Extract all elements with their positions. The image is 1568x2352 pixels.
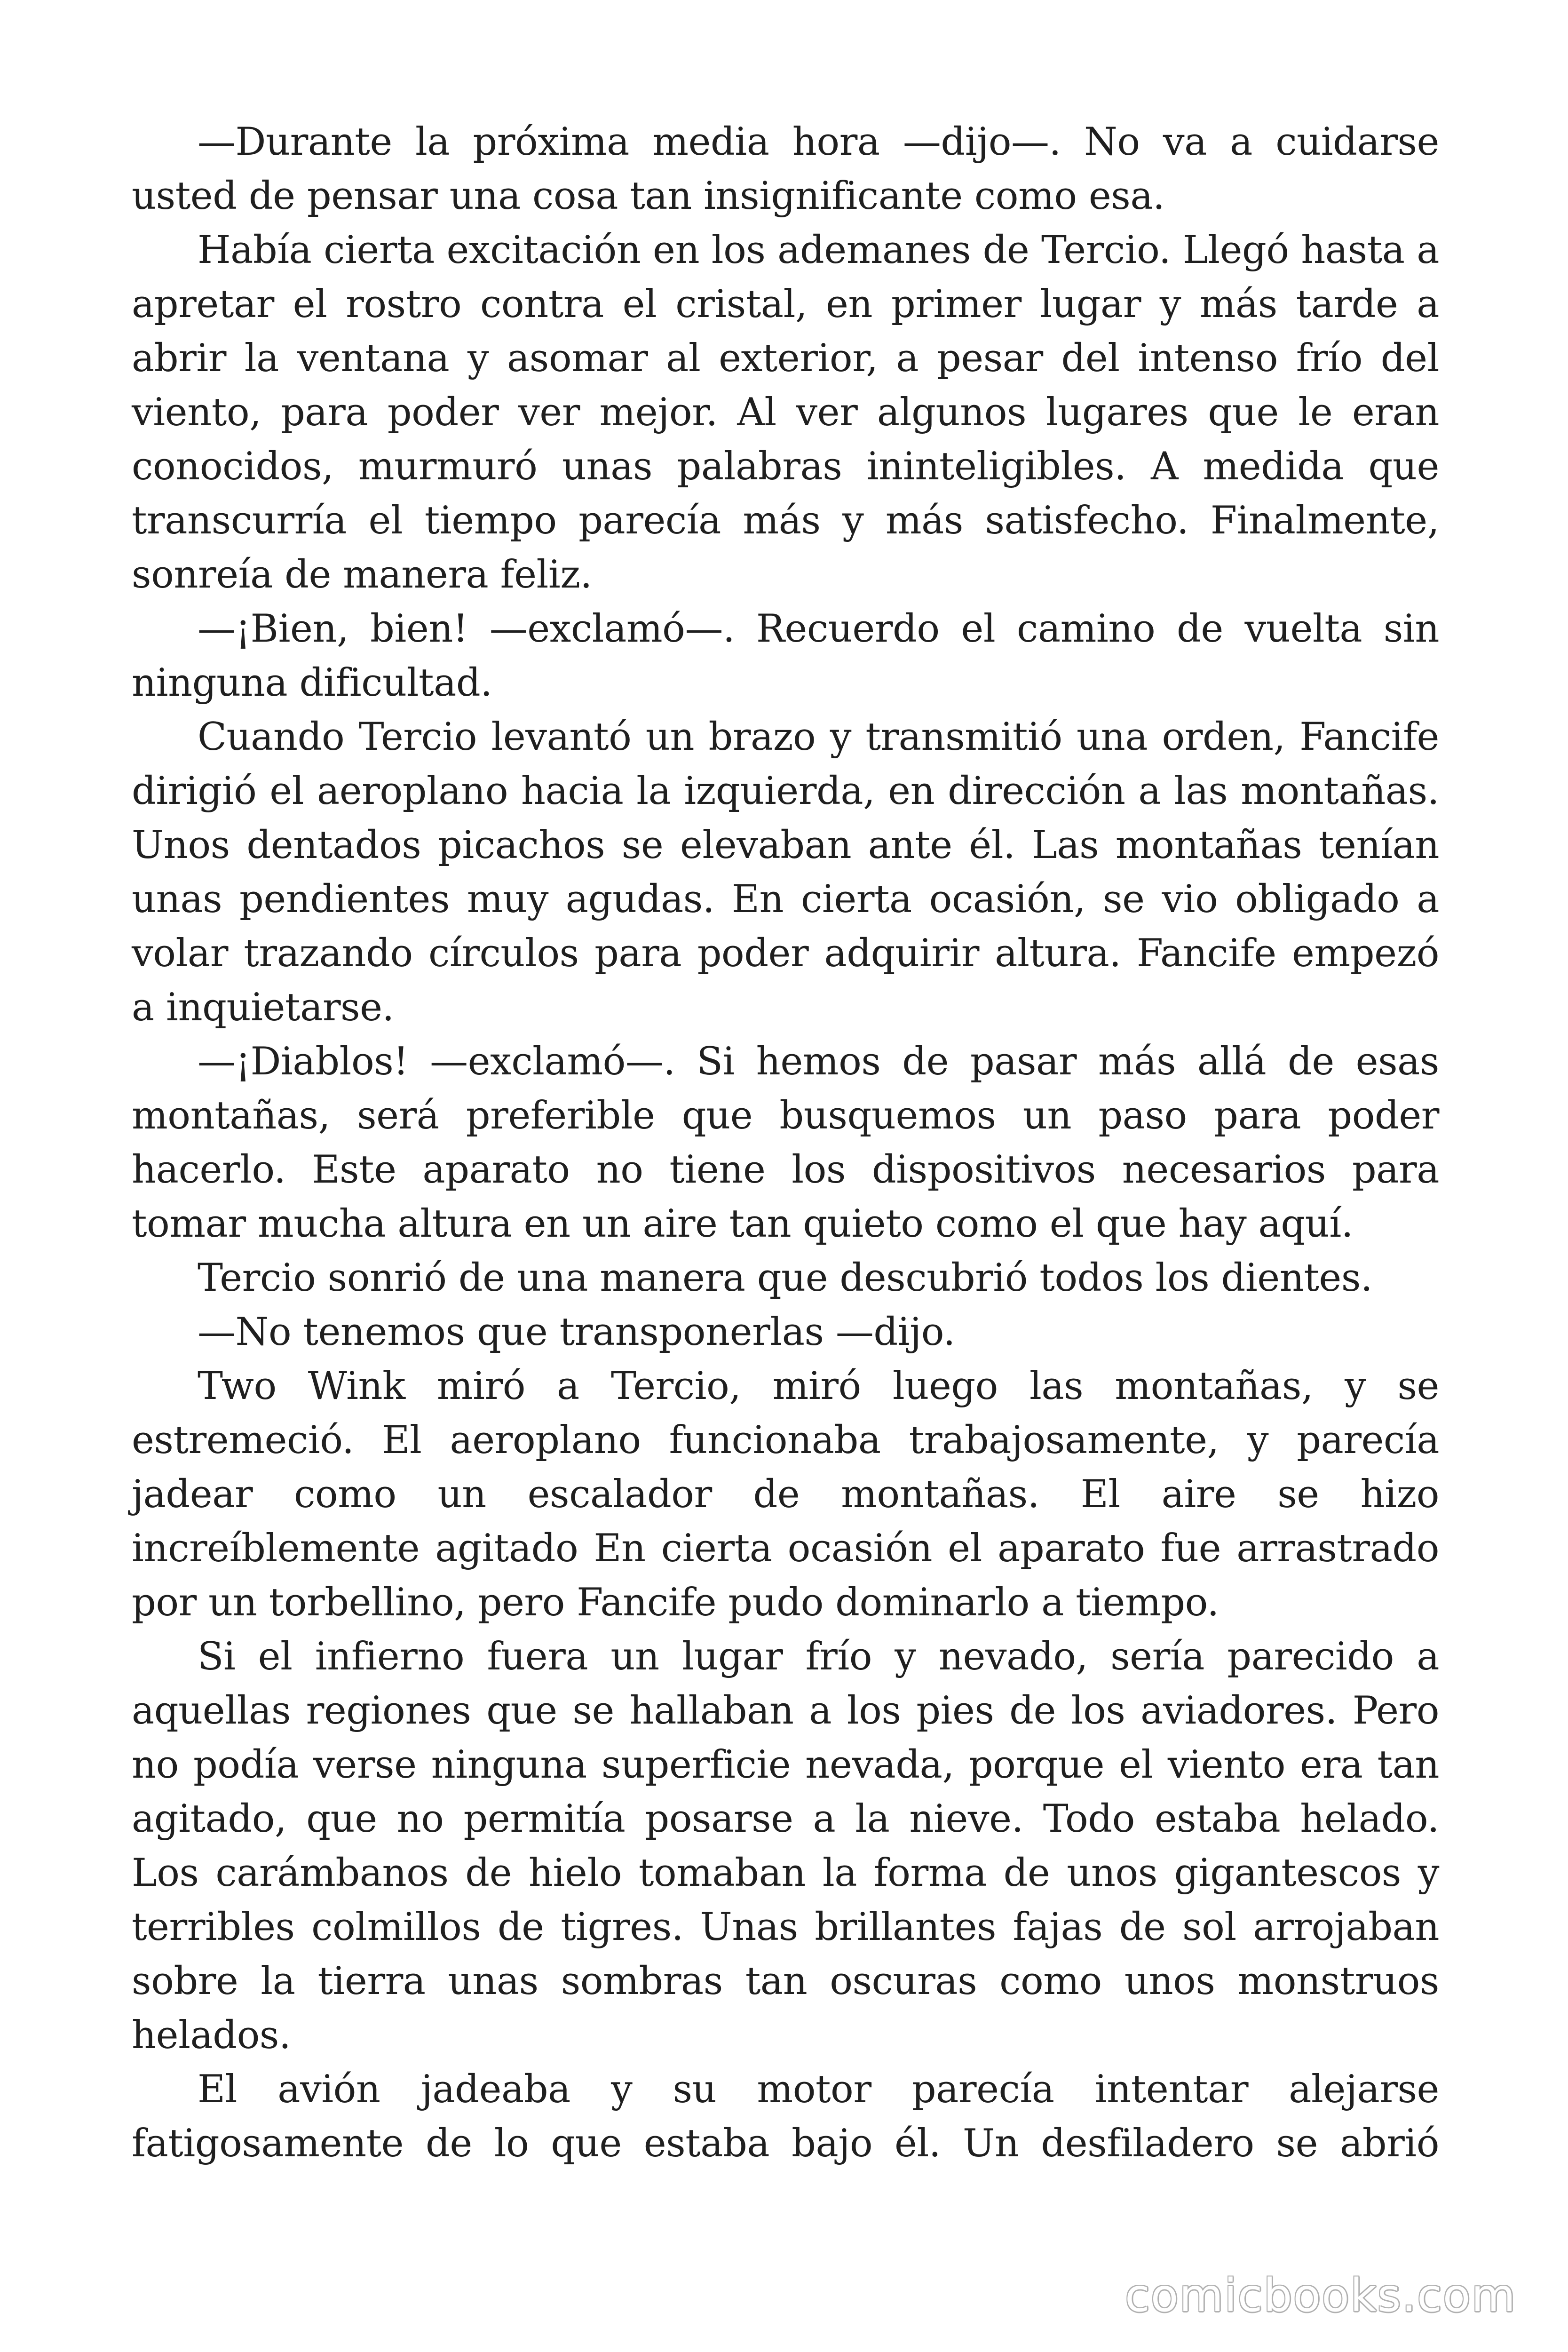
page-body	[132, 115, 1439, 2171]
paragraph: Tercio sonrió de una manera que descubrió todos los dientes.	[198, 1256, 1373, 1300]
paragraph-last: El avión jadeaba y su motor parecía intentar alejarse fatigosamente de lo que estaba bajo él. Un desfiladero se abrió	[132, 2067, 1439, 2166]
paragraph: —¡Diablos! —exclamó—. Si hemos de pasar más allá de esas montañas, será preferible que busquemos un paso para poder hacerlo. Este aparato no tiene los dispositivos necesarios para tomar mucha altura en un aire tan quieto como el que hay aquí.	[132, 1040, 1439, 1246]
paragraph: Two Wink miró a Tercio, miró luego las montañas, y se estremeció. El aeroplano funcionaba trabajosamente, y parecía jadear como un escalador de montañas. El aire se hizo increíblemente agitado En cierta ocasión el aparato fue arrastrado por un torbellino, pero Fancife pudo dominarlo a tiempo.	[132, 1364, 1439, 1625]
paragraph: Si el infierno fuera un lugar frío y nevado, sería parecido a aquellas regiones que se hallaban a los pies de los aviadores. Pero no podía verse ninguna superficie nevada, porque el viento era tan agitado, que no permitía posarse a la nieve. Todo estaba helado. Los carámbanos de hielo tomaban la forma de unos gigantescos y terribles colmillos de tigres. Unas brillantes fajas de sol arrojaban sobre la tierra unas sombras tan oscuras como unos monstruos helados.	[132, 1635, 1439, 2058]
paragraph: —Durante la próxima media hora —dijo—. No va a cuidarse usted de pensar una cosa tan insignificante como esa.	[132, 120, 1439, 218]
watermark: comicbooks.com	[1125, 2269, 1516, 2322]
paragraph: Cuando Tercio levantó un brazo y transmitió una orden, Fancife dirigió el aeroplano hacia la izquierda, en dirección a las montañas. Unos dentados picachos se elevaban ante él. Las montañas tenían unas pendientes muy agudas. En cierta ocasión, se vio obligado a volar trazando círculos para poder adquirir altura. Fancife empezó a inquietarse.	[132, 715, 1439, 1030]
paragraph: —No tenemos que transponerlas —dijo.	[198, 1310, 955, 1354]
paragraph: —¡Bien, bien! —exclamó—. Recuerdo el camino de vuelta sin ninguna dificultad.	[132, 607, 1439, 705]
paragraph: Había cierta excitación en los ademanes de Tercio. Llegó hasta a apretar el rostro contra el cristal, en primer lugar y más tarde a abrir la ventana y asomar al exterior, a pesar del intenso frío del viento, para poder ver mejor. Al ver algunos lugares que le eran conocidos, murmuró unas palabras ininteligibles. A medida que transcurría el tiempo parecía más y más satisfecho. Finalmente, sonreía de manera feliz.	[132, 228, 1439, 597]
